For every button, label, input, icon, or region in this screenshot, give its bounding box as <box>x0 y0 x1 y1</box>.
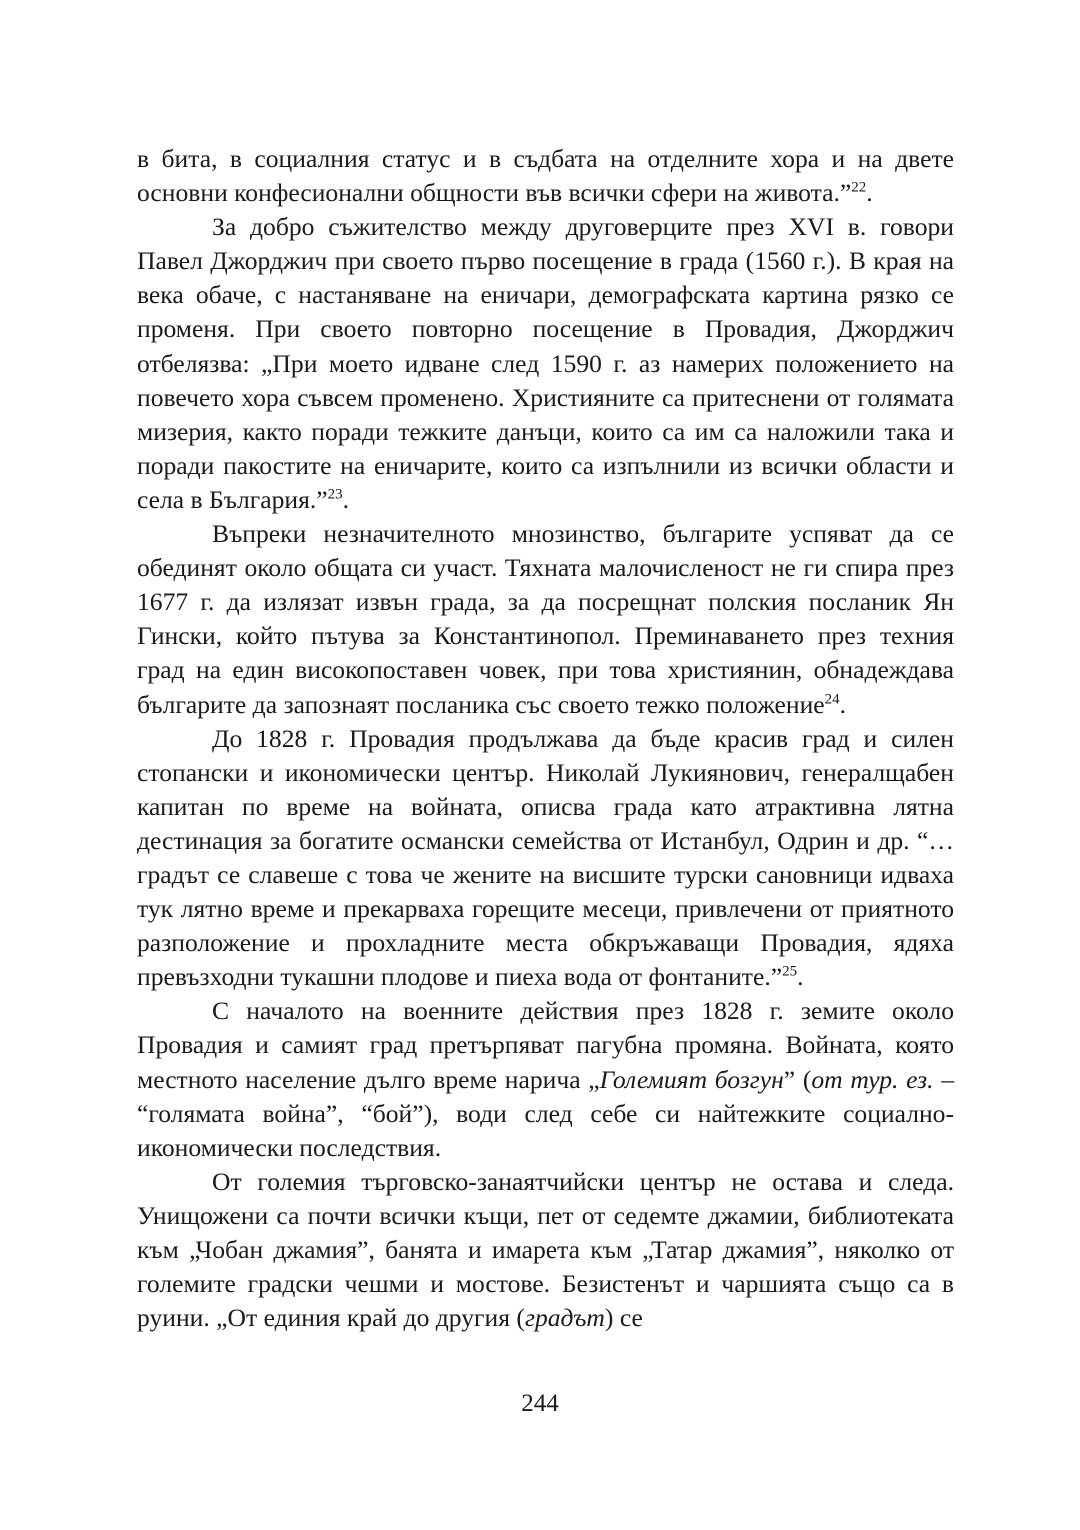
paragraph-2 <box>137 210 954 517</box>
footnote-ref: 23 <box>327 486 343 503</box>
text-segment: . <box>797 962 804 992</box>
text-segment: в бита, в социалния статус и в съдбата на отделните хора и на двете основни конфесионални общности във всички сфери на живота.” <box>137 144 954 208</box>
page-number: 244 <box>521 1390 559 1417</box>
footnote-ref: 25 <box>782 963 798 980</box>
paragraph-5 <box>137 994 954 1164</box>
text-segment: С началото на военните действия през 1828 г. земите около Провадия и самият град претърпяват пагубна промяна. Войната, която местното население дълго време нарича „ <box>137 996 954 1094</box>
footnote-ref: 22 <box>851 179 867 196</box>
text-segment: . <box>866 178 873 208</box>
text-segment: – “голямата война”, “бой”), води след себе си найтежките социално-икономически последствия. <box>137 1064 955 1162</box>
text-segment: За добро съжителство между друговерците през XVI в. говори Павел Джорджич при своето първо посещение в града (1560 г.). В края на века обаче, с настаняване на еничари, демографската картина рязко се променя. При своето повторно посещение в Провадия, Джорджич отбелязва: „При моето идване след 1590 г. аз намерих положението на повечето хора съвсем променено. Християните са притеснени от голямата мизерия, както поради тежките данъци, които са им са наложили така и поради пакостите на еничарите, които са изпълнили из всички области и села в България.” <box>137 212 954 514</box>
page-body-text <box>137 142 954 1335</box>
footnote-ref: 24 <box>824 690 840 707</box>
text-segment: ) се <box>604 1303 643 1333</box>
italic-text: от тур. ез. <box>811 1064 934 1094</box>
text-segment: . <box>342 484 350 514</box>
text-segment: Въпреки незначителното мнозинство, българите успяват да се обединят около общата си участ. Тяхната малочисленост не ги спира през 1677 г. да излязат извън града, за да посрещнат полския посланик Ян Гински, който пътува за Константинопол. Преминаването през техния град на един високопоставен човек, при това християнин, обнадеждава българите да запознаят посланика със своето тежко положение <box>137 519 954 719</box>
text-segment: До 1828 г. Провадия продължава да бъде красив град и силен стопански и икономически център. Николай Лукиянович, генералщабен капитан по време на войната, описва града като атрактивна лятна дестинация за богатите османски семейства от Истанбул, Одрин и др. “… градът се славеше с това че жените на висшите турски сановници идваха тук лятно време и прекарваха горещите месеци, привлечени от приятното разположение и прохладните места обкръжаващи Провадия, ядяха превъзходни тукашни плодове и пиеха вода от фонтаните.” <box>137 723 954 992</box>
italic-text: градът <box>524 1303 605 1333</box>
paragraph-4 <box>137 722 954 995</box>
italic-text: Големият бозгун <box>599 1064 784 1094</box>
paragraph-6 <box>137 1165 954 1335</box>
text-segment: ” ( <box>783 1064 812 1094</box>
paragraph-3 <box>137 517 954 722</box>
text-segment: . <box>839 689 847 719</box>
paragraph-1 <box>137 142 954 210</box>
text-segment: От големия търговско-занаятчийски център не остава и следа. Унищожени са почти всички къщи, пет от седемте джамии, библиотеката към „Чобан джамия”, банята и имарета към „Татар джамия”, няколко от големите градски чешми и мостове. Безистенът и чаршията също са в руини. „От единия край до другия ( <box>137 1166 954 1333</box>
